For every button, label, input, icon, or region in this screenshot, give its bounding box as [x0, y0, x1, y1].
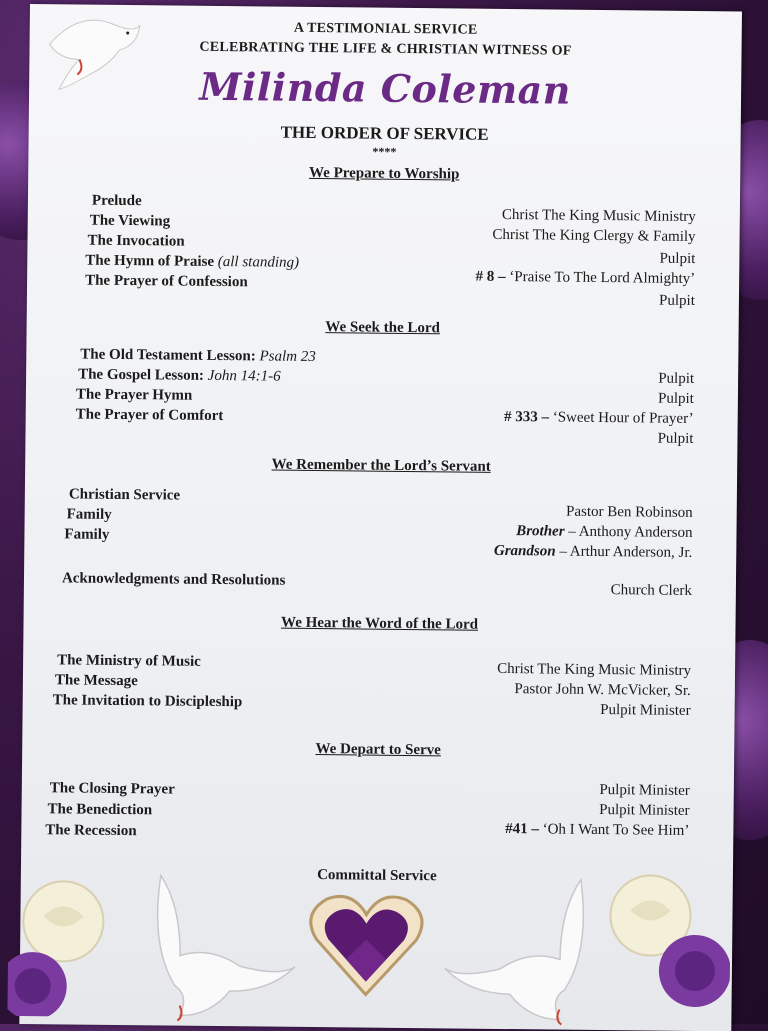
- item-label: [85, 253, 299, 272]
- item-label: Family: [64, 526, 110, 543]
- rose-icon: [7, 876, 118, 1017]
- heart-icon: [306, 889, 427, 1000]
- item-value: Pulpit: [658, 292, 696, 309]
- item-label-text: The Gospel Lesson:: [78, 366, 205, 384]
- section-title-seek: We Seek the Lord: [325, 319, 441, 337]
- deceased-name: Milinda Coleman: [199, 63, 572, 113]
- item-label: The Prayer Hymn: [75, 386, 193, 404]
- item-label: The Prayer of Comfort: [75, 406, 224, 425]
- committal-service: Committal Service: [317, 867, 437, 885]
- family-name: – Arthur Anderson, Jr.: [555, 543, 693, 561]
- item-label-text: The Old Testament Lesson:: [80, 346, 256, 365]
- item-value: Pastor Ben Robinson: [565, 503, 693, 521]
- item-label: The Closing Prayer: [49, 780, 175, 798]
- item-value: Christ The King Music Ministry: [497, 660, 692, 679]
- item-value: Church Clerk: [610, 582, 692, 599]
- item-label: Prelude: [91, 192, 142, 210]
- item-label: The Ministry of Music: [57, 652, 201, 670]
- page-title: THE ORDER OF SERVICE: [280, 122, 489, 144]
- item-label: The Invocation: [87, 232, 185, 250]
- hymn-title: ‘Oh I Want To See Him’: [542, 821, 690, 839]
- family-role: Brother: [516, 523, 565, 540]
- item-label: The Recession: [45, 822, 137, 840]
- stars-divider: ****: [372, 144, 397, 159]
- item-value: Pulpit Minister: [599, 782, 690, 799]
- program-page: [19, 4, 742, 1031]
- item-label: The Message: [54, 672, 138, 690]
- item-value: [494, 543, 693, 562]
- section-title-prepare: We Prepare to Worship: [308, 164, 460, 183]
- item-value: Christ The King Music Ministry: [501, 206, 696, 225]
- hymn-number: # 333 –: [503, 408, 553, 426]
- family-name: – Anthony Anderson: [564, 523, 693, 541]
- item-value: Pulpit: [659, 250, 696, 267]
- item-value: [504, 409, 694, 428]
- hymn-title: ‘Sweet Hour of Prayer’: [552, 409, 694, 427]
- item-label: [78, 367, 281, 386]
- item-value: Pastor John W. McVicker, Sr.: [514, 681, 691, 699]
- item-label: The Viewing: [89, 212, 171, 230]
- item-label: Christian Service: [68, 486, 181, 504]
- item-label: The Invitation to Discipleship: [52, 692, 243, 711]
- item-label: The Prayer of Confession: [85, 272, 248, 291]
- dove-icon: [439, 868, 621, 1030]
- item-label-text: The Hymn of Praise: [85, 252, 215, 270]
- item-note: (all standing): [217, 253, 300, 271]
- hymn-number: #41 –: [505, 821, 543, 838]
- header-line-1: A TESTIMONIAL SERVICE: [293, 20, 478, 38]
- item-label: Family: [66, 506, 112, 523]
- item-value: Pulpit Minister: [600, 702, 691, 719]
- header-line-2: CELEBRATING THE LIFE & CHRISTIAN WITNESS OF: [199, 39, 572, 59]
- item-value: Pulpit Minister: [599, 802, 690, 819]
- hymn-number: # 8 –: [475, 268, 510, 286]
- item-label: [80, 347, 316, 366]
- item-value: [516, 523, 692, 542]
- section-title-depart: We Depart to Serve: [315, 741, 441, 759]
- item-value: Christ The King Clergy & Family: [492, 226, 696, 245]
- hymn-title: ‘Praise To The Lord Almighty’: [509, 269, 696, 287]
- section-title-hear: We Hear the Word of the Lord: [280, 614, 479, 633]
- item-value: [505, 821, 689, 840]
- item-label: Acknowledgments and Resolutions: [61, 570, 286, 589]
- item-value: Pulpit: [657, 390, 694, 407]
- section-title-remember: We Remember the Lord’s Servant: [271, 456, 491, 475]
- dove-icon: [119, 865, 301, 1027]
- item-value: Pulpit: [657, 430, 694, 447]
- item-label: The Benediction: [47, 801, 153, 819]
- item-note: Psalm 23: [259, 348, 316, 366]
- item-value: [475, 269, 695, 288]
- item-note: John 14:1-6: [207, 367, 281, 385]
- family-role: Grandson: [493, 542, 556, 560]
- item-value: Pulpit: [658, 370, 695, 387]
- rose-icon: [599, 870, 731, 1021]
